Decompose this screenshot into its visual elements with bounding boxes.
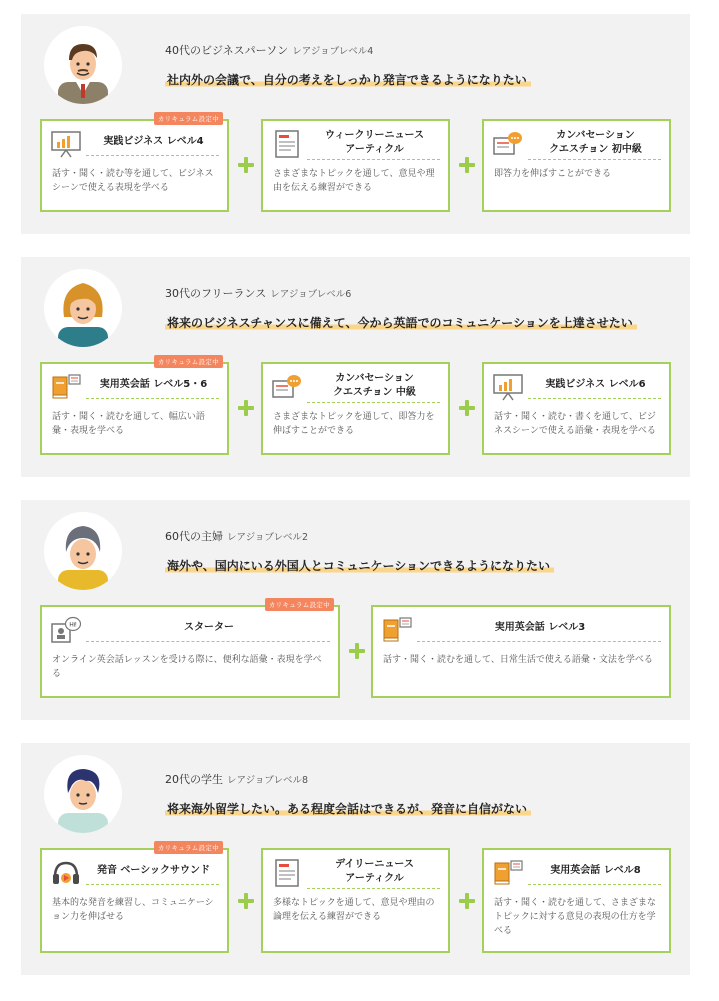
course-card-business-6[interactable] <box>482 362 671 455</box>
headphones-icon <box>51 859 81 887</box>
course-description: 話す・聞く・読むを通して、幅広い語彙・表現を学べる <box>52 412 205 436</box>
course-description: 話す・聞く・読むを通して、日常生活で使える語彙・文法を学べる <box>383 655 653 665</box>
course-description: オンライン英会話レッスンを受ける際に、便利な語彙・表現を学べる <box>52 655 322 679</box>
persona-level: レアジョブレベル8 <box>227 775 309 786</box>
curriculum-badge: カリキュラム設定中 <box>154 355 223 368</box>
course-title: 実用英会話 レベル8 <box>550 865 641 876</box>
plus-icon <box>459 400 475 416</box>
divider <box>528 884 661 885</box>
hi-greeting-icon <box>51 616 81 644</box>
goal-text: 海外や、国内にいる外国人とコミュニケーションできるようになりたい <box>165 557 554 574</box>
divider <box>86 884 219 885</box>
divider <box>307 159 440 160</box>
persona-section <box>21 500 690 720</box>
course-card-practical-8[interactable] <box>482 848 671 953</box>
curriculum-badge: カリキュラム設定中 <box>154 841 223 854</box>
course-description: 基本的な発音を練習し、コミュニケーション力を伸ばせる <box>52 898 214 922</box>
divider <box>307 402 440 403</box>
course-description: 話す・聞く・読む等を通して、ビジネスシーンで使える表現を学べる <box>52 169 214 193</box>
course-card-weekly-news[interactable] <box>261 119 450 212</box>
course-card-business-4[interactable] <box>40 115 229 212</box>
course-title: 実践ビジネス レベル4 <box>103 136 204 147</box>
plus-icon <box>238 893 254 909</box>
conversation-bubble-icon <box>272 373 302 401</box>
curriculum-badge: カリキュラム設定中 <box>265 598 334 611</box>
course-title: ウィークリーニュース アーティクル <box>325 130 424 155</box>
persona-label <box>165 42 373 58</box>
divider <box>528 159 661 160</box>
course-card-daily-news[interactable] <box>261 848 450 953</box>
course-card-pronunciation[interactable] <box>40 844 229 953</box>
persona-level: レアジョブレベル4 <box>292 46 374 57</box>
course-title: カンバセーション クエスチョン 初中級 <box>549 130 642 155</box>
goal-text: 将来海外留学したい。ある程度会話はできるが、発音に自信がない <box>165 800 531 817</box>
persona-name: 20代の学生 <box>165 773 223 786</box>
news-article-icon <box>272 130 302 158</box>
conversation-bubble-icon <box>493 130 523 158</box>
book-chat-icon <box>51 373 81 401</box>
course-title: デイリーニュース アーティクル <box>335 859 414 884</box>
persona-section <box>21 743 690 975</box>
divider <box>417 641 661 642</box>
divider <box>307 888 440 889</box>
avatar-housewife <box>44 512 122 590</box>
persona-name: 30代のフリーランス <box>165 287 267 300</box>
persona-section <box>21 14 690 234</box>
book-chat-icon <box>493 859 523 887</box>
course-title: スターター <box>184 622 234 633</box>
presentation-chart-icon <box>51 130 81 158</box>
goal-text: 社内外の会議で、自分の考えをしっかり発言できるようになりたい <box>165 71 531 88</box>
divider <box>86 641 330 642</box>
course-title: 実用英会話 レベル3 <box>494 622 586 633</box>
persona-label <box>165 285 351 301</box>
course-card-practical-3[interactable] <box>371 605 671 698</box>
plus-icon <box>238 157 254 173</box>
course-description: 多様なトピックを通して、意見や理由の論理を伝える練習ができる <box>273 898 435 922</box>
divider <box>528 398 661 399</box>
news-article-icon <box>272 859 302 887</box>
avatar-freelancer <box>44 269 122 347</box>
course-card-practical-5-6[interactable] <box>40 358 229 455</box>
course-title: 実践ビジネス レベル6 <box>545 379 646 390</box>
course-card-conversation-intermediate[interactable] <box>261 362 450 455</box>
plus-icon <box>459 893 475 909</box>
course-title: カンバセーション クエスチョン 中級 <box>333 373 416 398</box>
course-title: 発音 ベーシックサウンド <box>96 865 211 876</box>
plus-icon <box>349 643 365 659</box>
persona-level: レアジョブレベル2 <box>227 532 309 543</box>
divider <box>86 398 219 399</box>
avatar-student <box>44 755 122 833</box>
course-card-conversation-beginner[interactable] <box>482 119 671 212</box>
svg-text:Hi!: Hi! <box>69 622 77 629</box>
course-description: 即答力を伸ばすことができる <box>494 169 612 179</box>
presentation-chart-icon <box>493 373 523 401</box>
book-chat-icon <box>382 616 412 644</box>
persona-label <box>165 528 308 544</box>
course-description: さまざまなトピックを通して、即答力を伸ばすことができる <box>273 412 435 436</box>
avatar-businessman <box>44 26 122 104</box>
curriculum-badge: カリキュラム設定中 <box>154 112 223 125</box>
course-card-starter[interactable] <box>40 601 340 698</box>
persona-name: 40代のビジネスパーソン <box>165 44 289 57</box>
plus-icon <box>238 400 254 416</box>
persona-level: レアジョブレベル6 <box>270 289 352 300</box>
plus-icon <box>459 157 475 173</box>
persona-name: 60代の主婦 <box>165 530 223 543</box>
course-description: 話す・聞く・読む・書くを通して、ビジネスシーンで使える語彙・表現を学べる <box>494 412 656 436</box>
course-title: 実用英会話 レベル5・6 <box>99 379 208 390</box>
course-description: さまざまなトピックを通して、意見や理由を伝える練習ができる <box>273 169 435 193</box>
divider <box>86 155 219 156</box>
persona-label <box>165 771 308 787</box>
goal-text: 将来のビジネスチャンスに備えて、今から英語でのコミュニケーションを上達させたい <box>165 314 637 331</box>
persona-section <box>21 257 690 477</box>
course-description: 話す・聞く・読むを通して、さまざまなトピックに対する意見の表現の仕方を学べる <box>494 898 656 936</box>
